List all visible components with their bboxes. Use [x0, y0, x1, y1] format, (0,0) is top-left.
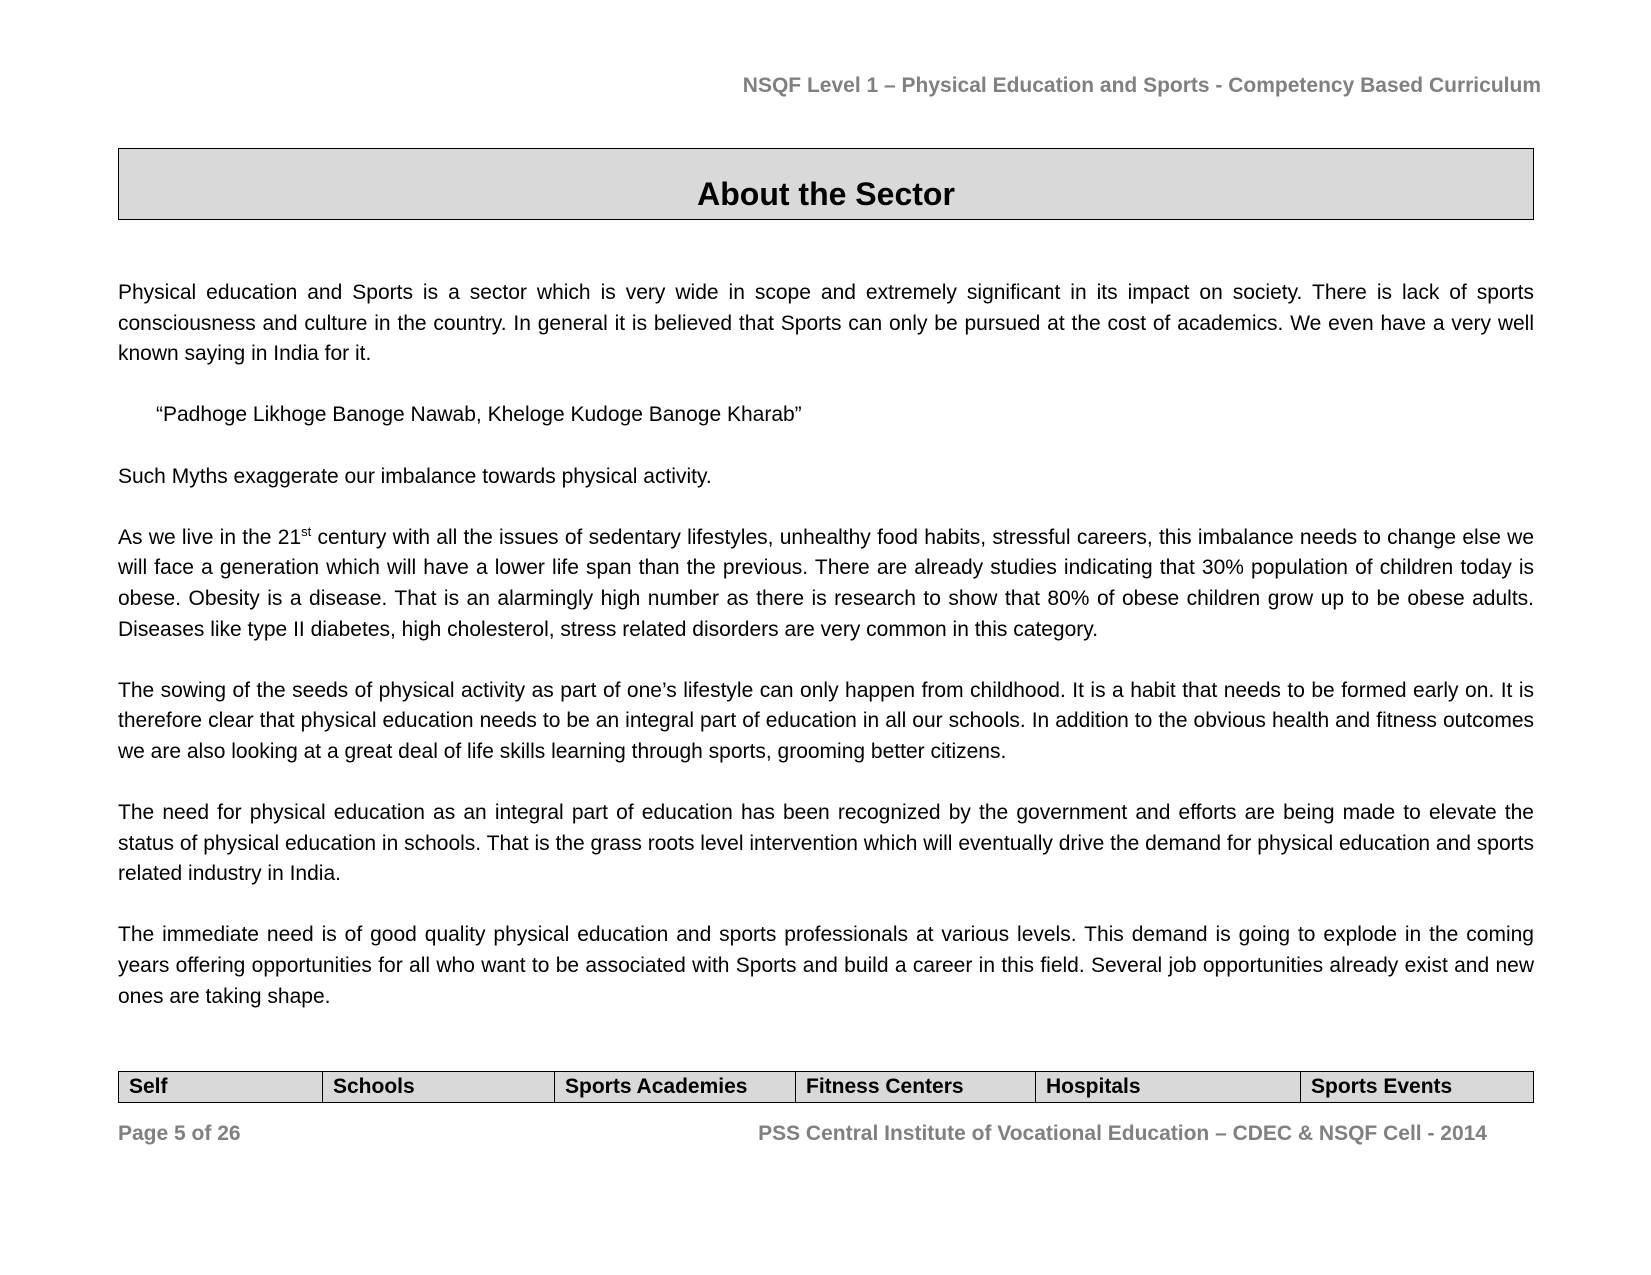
body-text — [118, 278, 1534, 1043]
footer-page-number: Page 5 of 26 — [118, 1122, 241, 1145]
table-cell-self: Self — [119, 1072, 323, 1103]
paragraph-government-recognition: The need for physical education as an integral part of education has been recognized by the government and efforts are being made to elevate the status of physical education in schools. That is the grass roots level intervention which will eventually drive the demand for physical education and sports related industry in India. — [118, 801, 1534, 886]
p3-superscript: st — [301, 523, 312, 539]
table-cell-fitness-centers: Fitness Centers — [796, 1072, 1036, 1103]
paragraph-21st-century — [118, 523, 1534, 645]
table-row — [119, 1072, 1534, 1103]
paragraph-myths: Such Myths exaggerate our imbalance towards physical activity. — [118, 464, 712, 488]
footer-institution: PSS Central Institute of Vocational Education – CDEC & NSQF Cell - 2014 — [758, 1122, 1487, 1145]
table-cell-sports-events: Sports Events — [1301, 1072, 1534, 1103]
paragraph-childhood-habit: The sowing of the seeds of physical activity as part of one’s lifestyle can only happen from childhood. It is a habit that needs to be formed early on. It is therefore clear that physical education needs to be an integral part of education in all our schools. In addition to the obvious health and fitness outcomes we are also looking at a great deal of life skills learning through sports, grooming better citizens. — [118, 678, 1534, 763]
table-cell-sports-academies: Sports Academies — [555, 1072, 796, 1103]
table-cell-hospitals: Hospitals — [1036, 1072, 1301, 1103]
p3-after: century with all the issues of sedentary lifestyles, unhealthy food habits, stressful careers, this imbalance needs to change else we will face a generation which will have a lower life span than the previous. There are already studies indicating that 30% population of children today is obese. Obesity is a disease. That is an alarmingly high number as there is research to show that 80% of obese children grow up to be obese adults. Diseases like type II diabetes, high cholesterol, stress related disorders are very common in this category. — [118, 525, 1534, 641]
section-title: About the Sector — [697, 176, 955, 212]
quote-saying: “Padhoge Likhoge Banoge Nawab, Kheloge Kudoge Banoge Kharab” — [156, 403, 802, 427]
sectors-table — [118, 1071, 1534, 1103]
p3-before: As we live in the 21 — [118, 525, 302, 549]
paragraph-intro: Physical education and Sports is a sector which is very wide in scope and extremely significant in its impact on society. There is lack of sports consciousness and culture in the country. In general it is believed that Sports can only be pursued at the cost of academics. We even have a very well known saying in India for it. — [118, 281, 1534, 366]
table-cell-schools: Schools — [323, 1072, 555, 1103]
paragraph-immediate-need: The immediate need is of good quality physical education and sports professionals at various levels. This demand is going to explode in the coming years offering opportunities for all who want to be associated with Sports and build a career in this field. Several job opportunities already exist and new ones are taking shape. — [118, 923, 1534, 1008]
running-header: NSQF Level 1 – Physical Education and Sports - Competency Based Curriculum — [742, 74, 1541, 97]
section-title-box — [118, 148, 1534, 220]
